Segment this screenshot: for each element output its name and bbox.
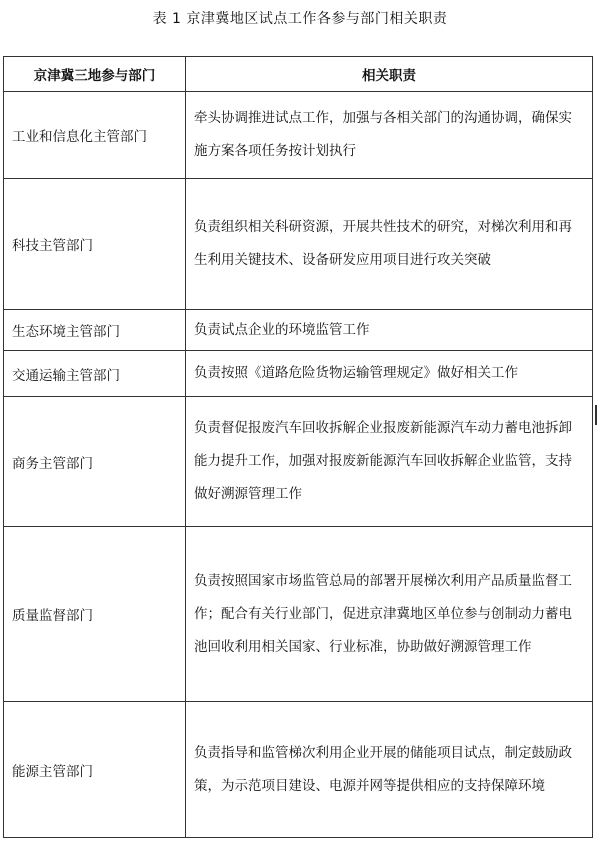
table-row: [4, 179, 593, 310]
table-row: [4, 310, 593, 351]
table-row: [4, 527, 593, 702]
department-cell: 交通运输主管部门: [4, 351, 186, 397]
table-row: [4, 702, 593, 838]
table-row: [4, 92, 593, 179]
department-cell: 工业和信息化主管部门: [4, 92, 186, 179]
duty-cell: 负责督促报废汽车回收拆解企业报废新能源汽车动力蓄电池拆卸能力提升工作，加强对报废新能源汽车回收拆解企业监管，支持做好溯源管理工作: [186, 397, 593, 527]
table-row: [4, 351, 593, 397]
table-row: [4, 397, 593, 527]
duty-cell: 牵头协调推进试点工作，加强与各相关部门的沟通协调，确保实施方案各项任务按计划执行: [186, 92, 593, 179]
header-duties: 相关职责: [186, 57, 593, 92]
table-header-row: [4, 57, 593, 92]
edge-marker: [595, 405, 597, 425]
header-department: 京津冀三地参与部门: [4, 57, 186, 92]
department-cell: 商务主管部门: [4, 397, 186, 527]
department-cell: 能源主管部门: [4, 702, 186, 838]
table-caption: 表 1 京津冀地区试点工作各参与部门相关职责: [152, 11, 448, 27]
department-cell: 生态环境主管部门: [4, 310, 186, 351]
duty-cell: 负责指导和监管梯次利用企业开展的储能项目试点，制定鼓励政策，为示范项目建设、电源并网等提供相应的支持保障环境: [186, 702, 593, 838]
department-duties-table: [3, 56, 593, 838]
duty-cell: 负责组织相关科研资源，开展共性技术的研究，对梯次利用和再生利用关键技术、设备研发应用项目进行攻关突破: [186, 179, 593, 310]
duty-cell: 负责按照《道路危险货物运输管理规定》做好相关工作: [186, 351, 593, 397]
department-cell: 科技主管部门: [4, 179, 186, 310]
duty-cell: 负责试点企业的环境监管工作: [186, 310, 593, 351]
department-cell: 质量监督部门: [4, 527, 186, 702]
duty-cell: 负责按照国家市场监管总局的部署开展梯次利用产品质量监督工作；配合有关行业部门，促进京津冀地区单位参与创制动力蓄电池回收利用相关国家、行业标准，协助做好溯源管理工作: [186, 527, 593, 702]
